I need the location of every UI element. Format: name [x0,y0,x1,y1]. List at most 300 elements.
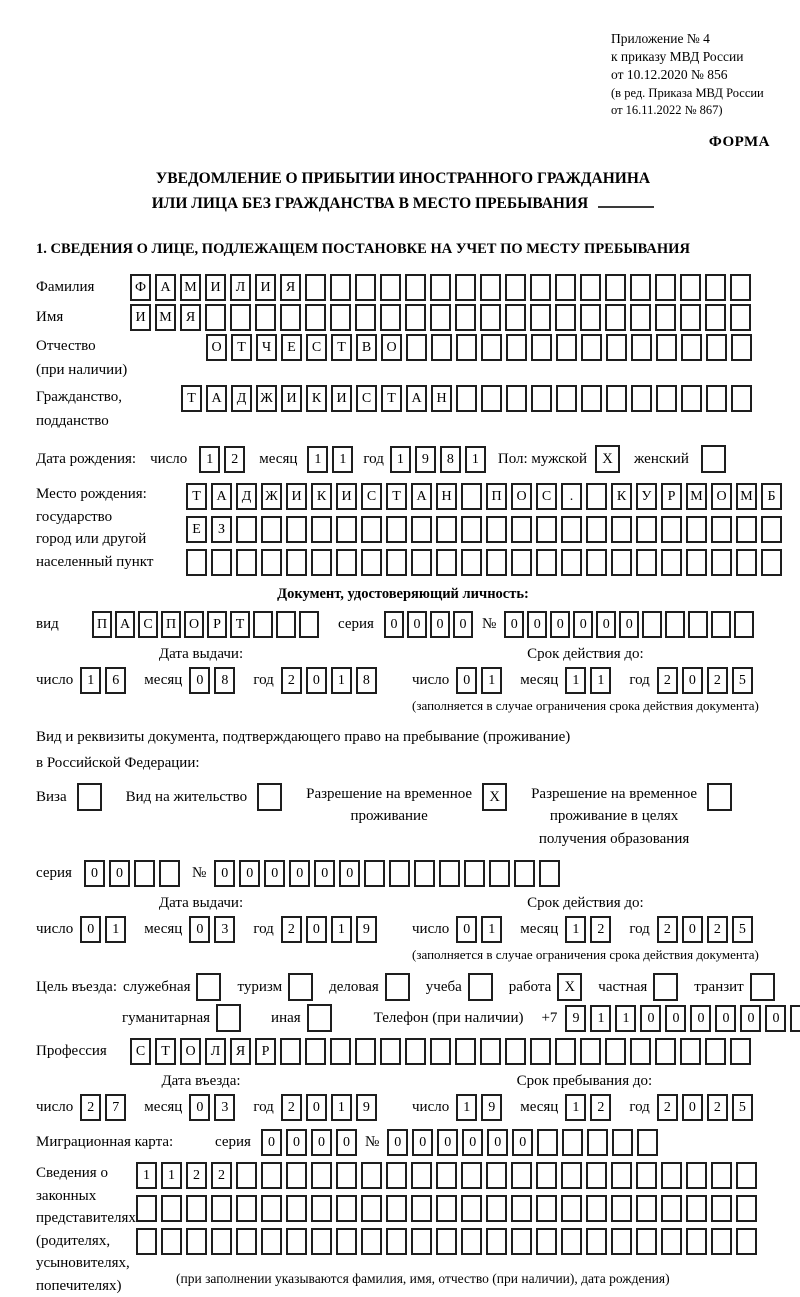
char-cell[interactable]: О [381,334,402,361]
char-cell[interactable]: 0 [740,1005,761,1032]
char-cell[interactable]: 0 [619,611,639,638]
char-cell[interactable] [586,1162,607,1189]
char-cell[interactable] [637,1129,658,1156]
char-cell[interactable] [305,274,326,301]
char-cell[interactable] [705,304,726,331]
char-cell[interactable] [305,304,326,331]
purpose-other-checkbox[interactable] [307,1004,332,1032]
char-cell[interactable] [711,611,731,638]
char-cell[interactable] [611,516,632,543]
char-cell[interactable]: Л [205,1038,226,1065]
char-cell[interactable] [430,1038,451,1065]
char-cell[interactable]: О [711,483,732,510]
char-cell[interactable] [655,304,676,331]
char-cell[interactable] [330,1038,351,1065]
char-cell[interactable] [253,611,273,638]
char-cell[interactable]: 0 [239,860,260,887]
char-cell[interactable] [461,549,482,576]
char-cell[interactable] [311,1228,332,1255]
char-cell[interactable] [311,1195,332,1222]
char-cell[interactable]: П [486,483,507,510]
char-cell[interactable] [555,304,576,331]
char-cell[interactable]: 1 [390,446,411,473]
char-cell[interactable] [364,860,385,887]
char-cell[interactable] [731,385,752,412]
char-cell[interactable]: Е [281,334,302,361]
char-cell[interactable] [555,1038,576,1065]
char-cell[interactable] [606,334,627,361]
char-cell[interactable] [530,304,551,331]
char-cell[interactable]: Т [181,385,202,412]
char-cell[interactable] [537,1129,558,1156]
char-cell[interactable]: 9 [356,916,377,943]
char-cell[interactable] [530,1038,551,1065]
char-cell[interactable] [330,274,351,301]
char-cell[interactable] [455,304,476,331]
char-cell[interactable] [280,1038,301,1065]
char-cell[interactable] [736,1195,757,1222]
char-cell[interactable]: Н [431,385,452,412]
char-cell[interactable] [561,516,582,543]
char-cell[interactable]: 0 [189,916,210,943]
char-cell[interactable]: И [336,483,357,510]
visa-checkbox[interactable] [77,783,102,811]
char-cell[interactable] [436,549,457,576]
char-cell[interactable]: 0 [682,916,703,943]
char-cell[interactable] [361,1195,382,1222]
char-cell[interactable] [361,549,382,576]
char-cell[interactable] [736,549,757,576]
char-cell[interactable] [299,611,319,638]
char-cell[interactable]: 1 [136,1162,157,1189]
char-cell[interactable]: 9 [481,1094,502,1121]
char-cell[interactable]: 0 [189,667,210,694]
char-cell[interactable] [361,1228,382,1255]
char-cell[interactable] [406,334,427,361]
char-cell[interactable] [161,1228,182,1255]
char-cell[interactable]: 9 [565,1005,586,1032]
char-cell[interactable]: 0 [214,860,235,887]
purpose-transit-checkbox[interactable] [750,973,775,1001]
char-cell[interactable]: 0 [109,860,130,887]
char-cell[interactable] [380,1038,401,1065]
char-cell[interactable] [736,1162,757,1189]
char-cell[interactable] [686,1228,707,1255]
char-cell[interactable]: 1 [331,916,352,943]
char-cell[interactable] [405,1038,426,1065]
char-cell[interactable]: О [184,611,204,638]
char-cell[interactable] [539,860,560,887]
char-cell[interactable]: К [611,483,632,510]
char-cell[interactable] [261,516,282,543]
char-cell[interactable] [655,1038,676,1065]
char-cell[interactable]: 2 [707,1094,728,1121]
char-cell[interactable] [455,274,476,301]
char-cell[interactable]: Я [230,1038,251,1065]
char-cell[interactable] [630,304,651,331]
purpose-tourism-checkbox[interactable] [288,973,313,1001]
char-cell[interactable] [661,549,682,576]
char-cell[interactable] [661,516,682,543]
char-cell[interactable] [656,334,677,361]
char-cell[interactable]: 2 [707,667,728,694]
char-cell[interactable] [556,334,577,361]
char-cell[interactable] [636,1162,657,1189]
char-cell[interactable] [436,1228,457,1255]
char-cell[interactable] [261,1195,282,1222]
char-cell[interactable]: 0 [690,1005,711,1032]
char-cell[interactable] [430,304,451,331]
char-cell[interactable] [680,274,701,301]
char-cell[interactable] [706,334,727,361]
title-blank-line[interactable] [598,193,654,208]
char-cell[interactable] [680,1038,701,1065]
char-cell[interactable] [686,516,707,543]
char-cell[interactable]: 0 [387,1129,408,1156]
char-cell[interactable]: 0 [682,1094,703,1121]
char-cell[interactable]: Т [230,611,250,638]
char-cell[interactable] [456,385,477,412]
char-cell[interactable]: М [686,483,707,510]
char-cell[interactable] [605,274,626,301]
char-cell[interactable]: А [211,483,232,510]
char-cell[interactable]: Л [230,274,251,301]
char-cell[interactable] [536,1195,557,1222]
char-cell[interactable] [405,304,426,331]
char-cell[interactable] [611,1228,632,1255]
char-cell[interactable] [211,1195,232,1222]
char-cell[interactable]: С [130,1038,151,1065]
char-cell[interactable] [711,1162,732,1189]
char-cell[interactable] [681,334,702,361]
char-cell[interactable] [611,1162,632,1189]
char-cell[interactable] [186,1228,207,1255]
char-cell[interactable] [461,1162,482,1189]
char-cell[interactable]: 6 [105,667,126,694]
char-cell[interactable]: Р [661,483,682,510]
char-cell[interactable] [336,549,357,576]
char-cell[interactable]: 2 [224,446,245,473]
char-cell[interactable] [511,549,532,576]
char-cell[interactable]: 0 [456,916,477,943]
char-cell[interactable]: 0 [462,1129,483,1156]
char-cell[interactable] [661,1195,682,1222]
char-cell[interactable]: 0 [573,611,593,638]
char-cell[interactable] [380,274,401,301]
char-cell[interactable] [586,483,607,510]
char-cell[interactable] [411,549,432,576]
char-cell[interactable]: П [92,611,112,638]
char-cell[interactable] [386,549,407,576]
char-cell[interactable]: 5 [732,667,753,694]
char-cell[interactable] [286,1195,307,1222]
char-cell[interactable] [711,516,732,543]
edu-permit-checkbox[interactable] [707,783,732,811]
purpose-humanitarian-checkbox[interactable] [216,1004,241,1032]
char-cell[interactable] [236,516,257,543]
char-cell[interactable] [280,304,301,331]
char-cell[interactable]: 0 [682,667,703,694]
char-cell[interactable]: 1 [331,667,352,694]
char-cell[interactable]: С [356,385,377,412]
char-cell[interactable] [386,1162,407,1189]
char-cell[interactable] [276,611,296,638]
char-cell[interactable] [211,1228,232,1255]
char-cell[interactable] [514,860,535,887]
char-cell[interactable] [489,860,510,887]
char-cell[interactable]: К [311,483,332,510]
char-cell[interactable]: 0 [453,611,473,638]
char-cell[interactable]: З [211,516,232,543]
char-cell[interactable]: У [636,483,657,510]
char-cell[interactable] [159,860,180,887]
char-cell[interactable] [330,304,351,331]
char-cell[interactable] [736,516,757,543]
char-cell[interactable] [711,1195,732,1222]
char-cell[interactable]: А [206,385,227,412]
purpose-commercial-checkbox[interactable] [385,973,410,1001]
char-cell[interactable] [611,549,632,576]
char-cell[interactable] [464,860,485,887]
char-cell[interactable] [630,274,651,301]
char-cell[interactable]: Б [761,483,782,510]
char-cell[interactable]: 0 [504,611,524,638]
char-cell[interactable] [505,1038,526,1065]
char-cell[interactable] [761,516,782,543]
char-cell[interactable] [230,304,251,331]
char-cell[interactable]: 0 [430,611,450,638]
char-cell[interactable] [655,274,676,301]
char-cell[interactable]: Ч [256,334,277,361]
char-cell[interactable]: 0 [765,1005,786,1032]
char-cell[interactable] [389,860,410,887]
char-cell[interactable]: 1 [331,1094,352,1121]
char-cell[interactable]: 7 [105,1094,126,1121]
char-cell[interactable]: 0 [80,916,101,943]
char-cell[interactable]: 2 [657,667,678,694]
char-cell[interactable]: 1 [615,1005,636,1032]
char-cell[interactable] [586,1195,607,1222]
char-cell[interactable]: 1 [80,667,101,694]
char-cell[interactable]: Я [280,274,301,301]
char-cell[interactable]: 0 [306,1094,327,1121]
char-cell[interactable]: 8 [440,446,461,473]
char-cell[interactable] [611,1195,632,1222]
char-cell[interactable]: А [406,385,427,412]
char-cell[interactable] [556,385,577,412]
char-cell[interactable] [481,334,502,361]
char-cell[interactable] [255,304,276,331]
char-cell[interactable] [661,1228,682,1255]
char-cell[interactable] [386,1195,407,1222]
char-cell[interactable] [436,1195,457,1222]
char-cell[interactable] [261,549,282,576]
char-cell[interactable]: 0 [84,860,105,887]
char-cell[interactable]: 1 [307,446,328,473]
char-cell[interactable]: 0 [336,1129,357,1156]
char-cell[interactable] [581,334,602,361]
char-cell[interactable]: 0 [306,916,327,943]
char-cell[interactable] [511,1195,532,1222]
char-cell[interactable]: 0 [286,1129,307,1156]
char-cell[interactable]: И [286,483,307,510]
char-cell[interactable] [411,1162,432,1189]
char-cell[interactable] [731,334,752,361]
char-cell[interactable]: 3 [214,916,235,943]
char-cell[interactable] [736,1228,757,1255]
char-cell[interactable] [631,334,652,361]
sex-female-checkbox[interactable] [701,445,726,473]
char-cell[interactable] [686,1195,707,1222]
char-cell[interactable] [505,304,526,331]
char-cell[interactable]: 2 [590,1094,611,1121]
char-cell[interactable] [305,1038,326,1065]
char-cell[interactable] [480,1038,501,1065]
char-cell[interactable] [286,1162,307,1189]
char-cell[interactable] [686,1162,707,1189]
char-cell[interactable] [730,274,751,301]
char-cell[interactable] [336,1195,357,1222]
char-cell[interactable]: 2 [281,916,302,943]
char-cell[interactable] [136,1195,157,1222]
char-cell[interactable]: А [155,274,176,301]
char-cell[interactable]: 0 [314,860,335,887]
char-cell[interactable]: С [306,334,327,361]
char-cell[interactable]: 0 [306,667,327,694]
char-cell[interactable]: И [255,274,276,301]
char-cell[interactable]: 1 [590,1005,611,1032]
char-cell[interactable]: 2 [657,1094,678,1121]
char-cell[interactable]: 1 [565,1094,586,1121]
char-cell[interactable] [236,1228,257,1255]
char-cell[interactable] [586,549,607,576]
char-cell[interactable] [511,1228,532,1255]
char-cell[interactable]: С [361,483,382,510]
char-cell[interactable] [361,1162,382,1189]
char-cell[interactable] [665,611,685,638]
char-cell[interactable]: И [331,385,352,412]
char-cell[interactable] [455,1038,476,1065]
char-cell[interactable] [506,334,527,361]
char-cell[interactable]: 0 [311,1129,332,1156]
char-cell[interactable] [311,1162,332,1189]
char-cell[interactable]: 1 [161,1162,182,1189]
char-cell[interactable] [134,860,155,887]
char-cell[interactable]: 1 [332,446,353,473]
char-cell[interactable]: 5 [732,1094,753,1121]
char-cell[interactable] [636,516,657,543]
char-cell[interactable] [506,385,527,412]
char-cell[interactable] [481,385,502,412]
purpose-work-checkbox[interactable]: X [557,973,582,1001]
char-cell[interactable]: 2 [707,916,728,943]
residence-permit-checkbox[interactable] [257,783,282,811]
char-cell[interactable]: И [130,304,151,331]
sex-male-checkbox[interactable]: X [595,445,620,473]
char-cell[interactable]: С [138,611,158,638]
char-cell[interactable]: К [306,385,327,412]
char-cell[interactable] [536,1228,557,1255]
char-cell[interactable]: М [155,304,176,331]
char-cell[interactable] [186,549,207,576]
char-cell[interactable] [505,274,526,301]
char-cell[interactable] [486,1195,507,1222]
char-cell[interactable] [730,1038,751,1065]
char-cell[interactable]: Т [155,1038,176,1065]
char-cell[interactable]: М [180,274,201,301]
char-cell[interactable] [631,385,652,412]
char-cell[interactable] [431,334,452,361]
char-cell[interactable]: 1 [565,667,586,694]
char-cell[interactable] [411,1195,432,1222]
char-cell[interactable] [336,1162,357,1189]
char-cell[interactable]: 9 [415,446,436,473]
char-cell[interactable]: . [561,483,582,510]
char-cell[interactable] [205,304,226,331]
temp-permit-checkbox[interactable]: X [482,783,507,811]
char-cell[interactable] [456,334,477,361]
char-cell[interactable]: М [736,483,757,510]
char-cell[interactable] [606,385,627,412]
char-cell[interactable]: Т [386,483,407,510]
char-cell[interactable] [561,549,582,576]
char-cell[interactable]: 0 [715,1005,736,1032]
char-cell[interactable] [355,304,376,331]
char-cell[interactable] [436,516,457,543]
char-cell[interactable]: 0 [264,860,285,887]
char-cell[interactable] [261,1162,282,1189]
char-cell[interactable]: 0 [289,860,310,887]
char-cell[interactable]: Т [231,334,252,361]
char-cell[interactable]: 2 [590,916,611,943]
char-cell[interactable]: А [115,611,135,638]
char-cell[interactable] [386,516,407,543]
char-cell[interactable]: Ж [256,385,277,412]
char-cell[interactable] [761,549,782,576]
char-cell[interactable]: 0 [384,611,404,638]
char-cell[interactable] [461,1228,482,1255]
char-cell[interactable] [656,385,677,412]
char-cell[interactable] [581,385,602,412]
char-cell[interactable]: Н [436,483,457,510]
char-cell[interactable] [336,1228,357,1255]
char-cell[interactable] [612,1129,633,1156]
char-cell[interactable] [705,1038,726,1065]
char-cell[interactable] [536,516,557,543]
char-cell[interactable] [336,516,357,543]
char-cell[interactable] [706,385,727,412]
char-cell[interactable] [636,1195,657,1222]
char-cell[interactable]: Д [231,385,252,412]
char-cell[interactable] [511,1162,532,1189]
char-cell[interactable] [439,860,460,887]
char-cell[interactable] [681,385,702,412]
char-cell[interactable]: 2 [80,1094,101,1121]
char-cell[interactable]: 0 [487,1129,508,1156]
char-cell[interactable] [286,1228,307,1255]
char-cell[interactable]: П [161,611,181,638]
char-cell[interactable]: О [180,1038,201,1065]
char-cell[interactable] [530,274,551,301]
char-cell[interactable] [386,1228,407,1255]
char-cell[interactable]: 0 [339,860,360,887]
char-cell[interactable]: 0 [261,1129,282,1156]
char-cell[interactable] [414,860,435,887]
char-cell[interactable] [461,483,482,510]
char-cell[interactable]: 0 [407,611,427,638]
char-cell[interactable]: 2 [657,916,678,943]
char-cell[interactable] [486,516,507,543]
